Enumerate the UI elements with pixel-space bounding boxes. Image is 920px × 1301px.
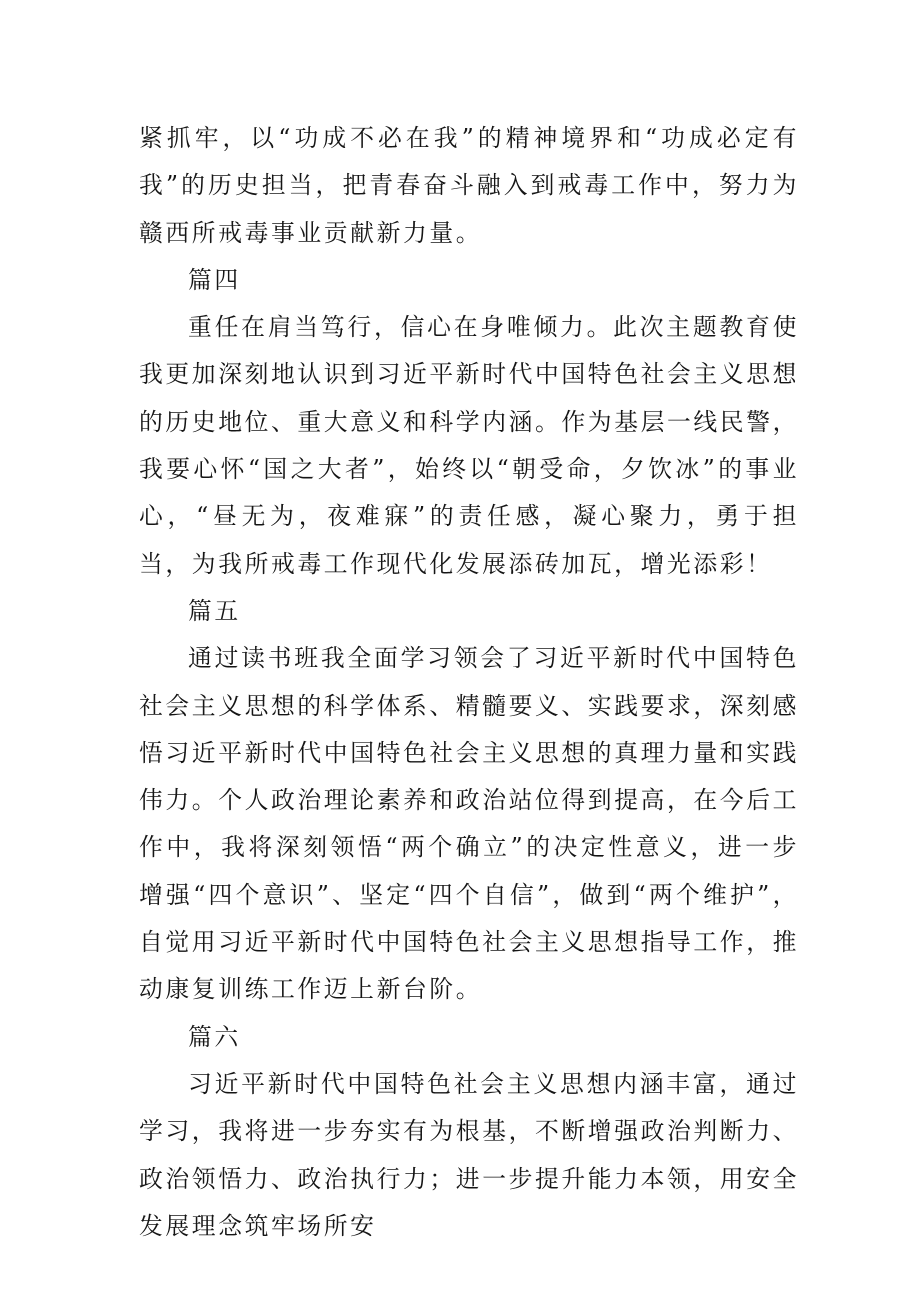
paragraph-section-6: 习近平新时代中国特色社会主义思想内涵丰富，通过学习，我将进一步夯实有为根基，不断增强政治判断力、政治领悟力、政治执行力；进一步提升能力本领，用安全发展理念筑牢场所安 xyxy=(139,1069,799,1240)
paragraph-section-5: 通过读书班我全面学习领会了习近平新时代中国特色社会主义思想的科学体系、精髓要义、实践要求，深刻感悟习近平新时代中国特色社会主义思想的真理力量和实践伟力。个人政治理论素养和政治站位得到提高，在今后工作中，我将深刻领悟“两个确立”的决定性意义，进一步增强“四个意识”、坚定“四个自信”，做到“两个维护”，自觉用习近平新时代中国特色社会主义思想指导工作，推动康复训练工作迈上新台阶。 xyxy=(139,644,799,1004)
section-heading-5: 篇五 xyxy=(188,596,241,625)
document-body xyxy=(139,115,799,1250)
paragraph-continued: 紧抓牢，以“功成不必在我”的精神境界和“功成必定有我”的历史担当，把青春奋斗融入到戒毒工作中，努力为赣西所戒毒事业贡献新力量。 xyxy=(139,124,799,247)
section-heading-6: 篇六 xyxy=(188,1022,241,1051)
section-heading-4: 篇四 xyxy=(188,265,241,294)
paragraph-section-4: 重任在肩当笃行，信心在身唯倾力。此次主题教育使我更加深刻地认识到习近平新时代中国特色社会主义思想的历史地位、重大意义和科学内涵。作为基层一线民警，我要心怀“国之大者”，始终以“朝受命，夕饮冰”的事业心，“昼无为，夜难寐”的责任感，凝心聚力，勇于担当，为我所戒毒工作现代化发展添砖加瓦，增光添彩！ xyxy=(139,313,799,578)
